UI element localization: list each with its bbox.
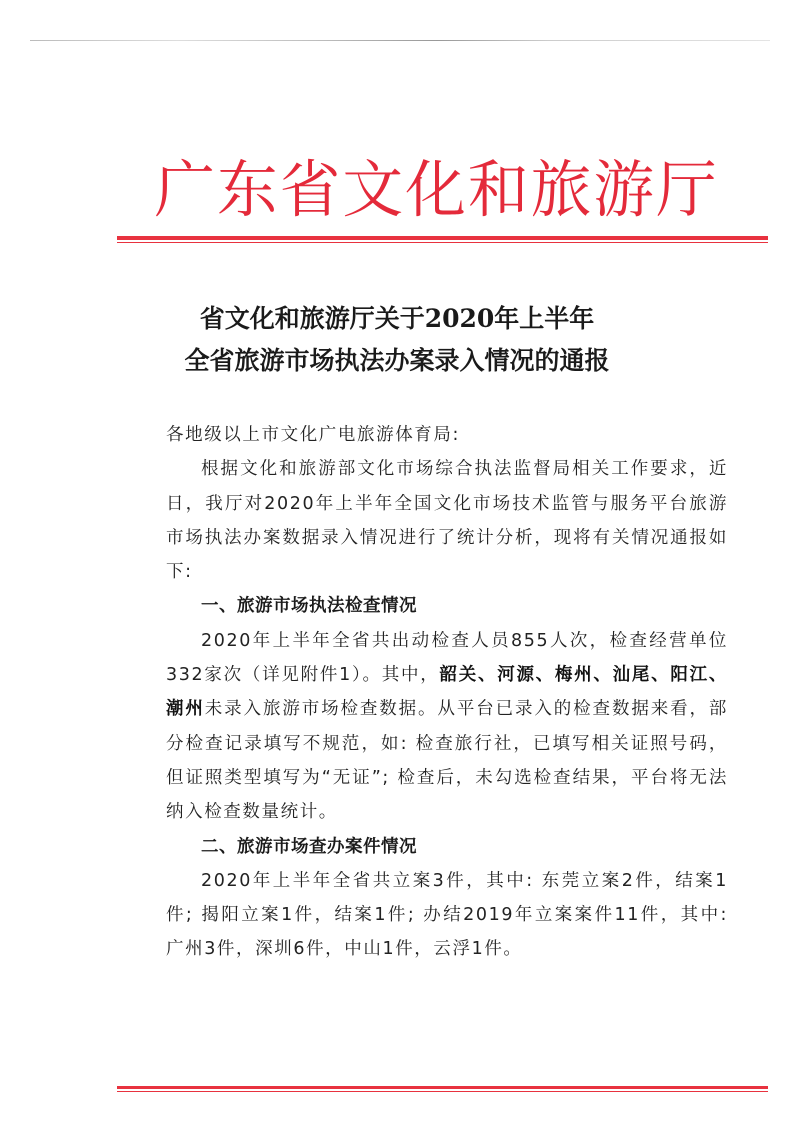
- red-rule-thick: [117, 236, 768, 240]
- section-1-text-part-1: 2020年上半年全省共出动检查人员855人次，检查经营单位332家次（详见附件1）。其中，: [166, 630, 728, 686]
- footer-rule-thin: [117, 1091, 768, 1092]
- document-title-line-1: 省文化和旅游厅关于2020年上半年: [199, 304, 595, 333]
- footer-red-rule: [117, 1086, 768, 1092]
- document-title: [100, 298, 694, 382]
- salutation: 各地级以上市文化广电旅游体育局:: [166, 425, 460, 445]
- section-1-heading: 一、旅游市场执法检查情况: [201, 596, 417, 617]
- intro-paragraph: 根据文化和旅游部文化市场综合执法监督局相关工作要求，近日，我厅对2020年上半年全国文化市场技术监管与服务平台旅游市场执法办案数据录入情况进行了统计分析，现将有关情况通报如下:: [166, 459, 728, 583]
- letterhead-red-rule: [117, 236, 768, 243]
- section-1-text-part-2: 未录入旅游市场检查数据。从平台已录入的检查数据来看，部分检查记录填写不规范，如: 检查旅行社，已填写相关证照号码，但证照类型填写为“无证”; 检查后，未勾选检查结果，平台将无法纳入检查数量统计。: [166, 699, 728, 823]
- section-1-paragraph: [166, 624, 728, 830]
- document-body: [166, 418, 728, 967]
- section-1-bold-cities: 韶关、河源、梅州、汕尾、阳江、潮州: [166, 665, 729, 720]
- letterhead-org-name: 广东省文化和旅游厅: [154, 153, 719, 226]
- footer-rule-thick: [117, 1086, 768, 1089]
- red-rule-thin: [117, 242, 768, 243]
- section-2-heading: 二、旅游市场查办案件情况: [201, 836, 417, 857]
- scan-artifact-line: [30, 40, 770, 41]
- section-2-paragraph: 2020年上半年全省共立案3件，其中: 东莞立案2件，结案1件; 揭阳立案1件，结案1件; 办结2019年立案案件11件，其中: 广州3件，深圳6件，中山1件，云浮1件。: [166, 870, 728, 960]
- document-title-line-2: 全省旅游市场执法办案录入情况的通报: [184, 346, 610, 375]
